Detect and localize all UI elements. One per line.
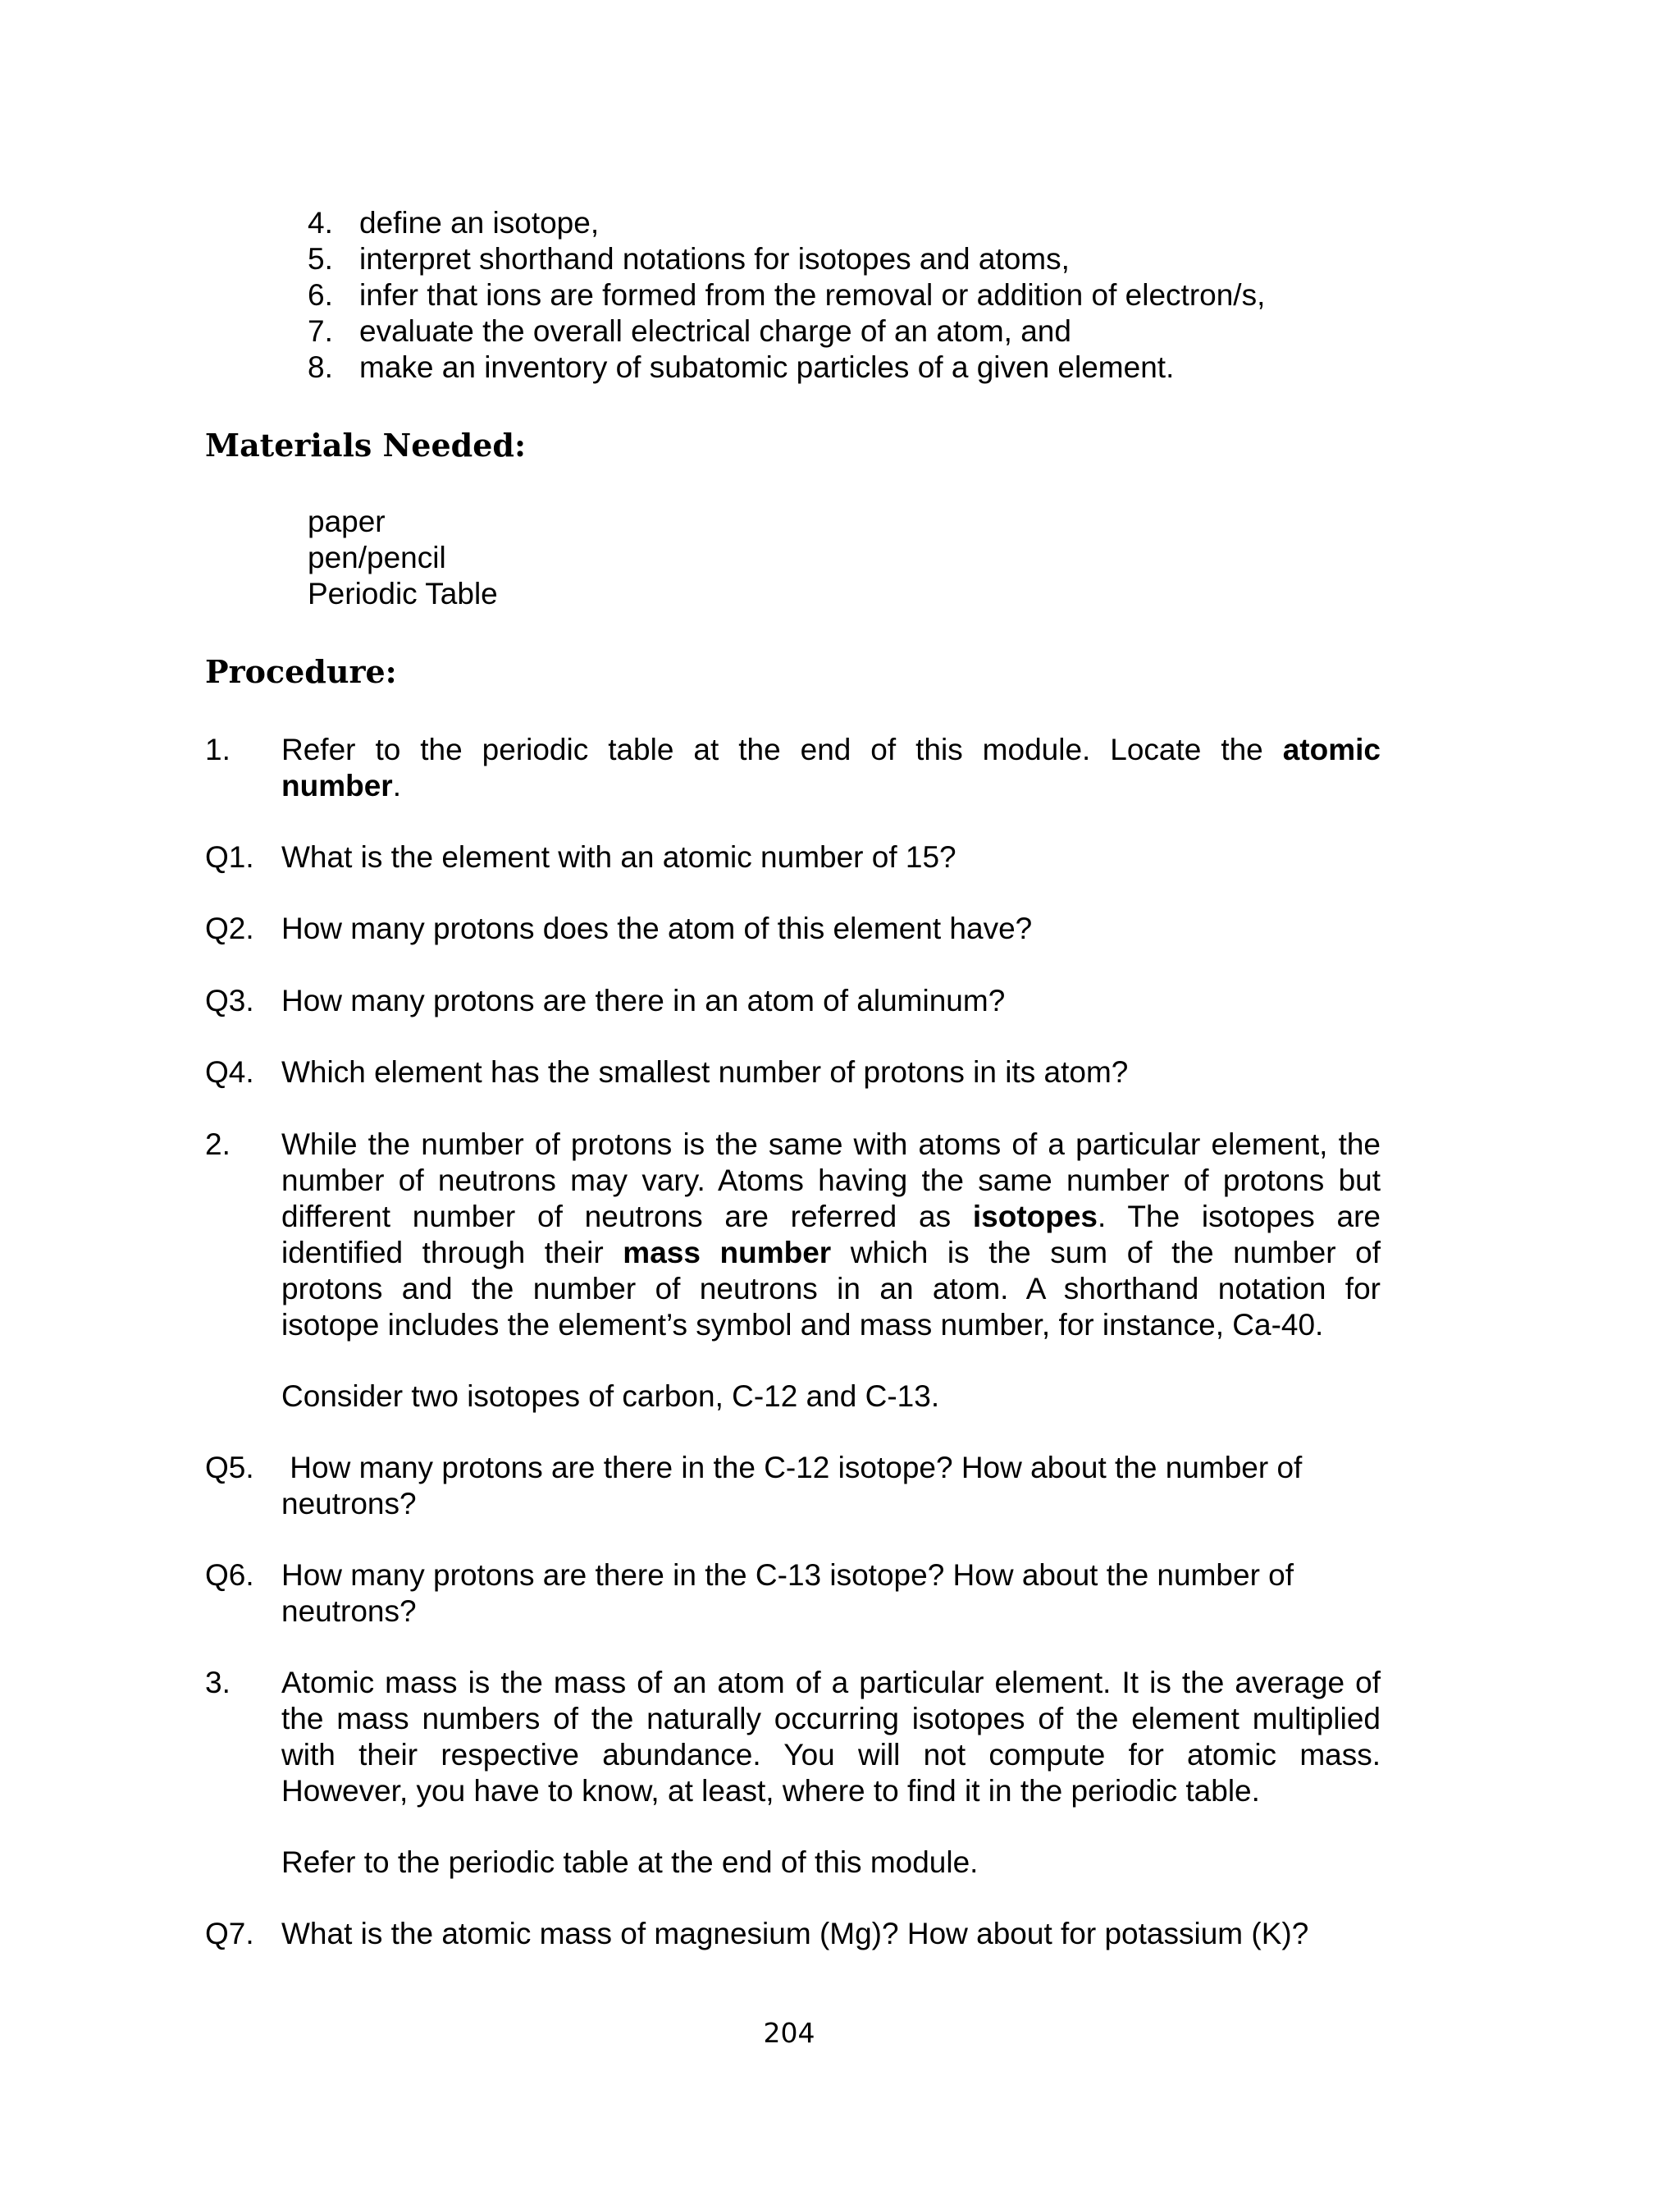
term-isotopes: isotopes <box>972 1200 1098 1233</box>
question-number: Q5. <box>205 1451 254 1484</box>
objective-text: define an isotope, <box>359 206 600 240</box>
step-1-text <box>281 732 1381 804</box>
step-2-line-part: identified through their <box>281 1236 623 1269</box>
step-2-line-part: different number of neutrons are referred as <box>281 1200 973 1233</box>
step-1-text-part: Refer to the periodic table at the end of this module. Locate the <box>281 733 1283 766</box>
step-2-line: number of neutrons may vary. Atoms having the same number of protons but <box>281 1164 1381 1197</box>
page-number: 204 <box>763 2017 815 2049</box>
question-text-continued: neutrons? <box>281 1487 417 1520</box>
term-mass-number: mass number <box>623 1236 832 1269</box>
step-3-line: with their respective abundance. You will not compute for atomic mass. <box>281 1738 1381 1772</box>
step-number: 1. <box>205 733 231 766</box>
objective-text: infer that ions are formed from the removal or addition of electron/s, <box>359 278 1266 312</box>
material-item: pen/pencil <box>308 541 446 574</box>
step-3-line: Atomic mass is the mass of an atom of a particular element. It is the average of <box>281 1666 1381 1699</box>
objective-number: 5. <box>308 242 333 276</box>
objective-text: interpret shorthand notations for isotopes and atoms, <box>359 242 1070 276</box>
step-3-refer: Refer to the periodic table at the end of this module. <box>281 1845 979 1879</box>
step-number: 2. <box>205 1127 231 1161</box>
objective-number: 6. <box>308 278 333 312</box>
question-text: Which element has the smallest number of protons in its atom? <box>281 1055 1129 1089</box>
step-3-text <box>281 1665 1381 1809</box>
question-number: Q1. <box>205 840 254 874</box>
term-number: number <box>281 769 393 802</box>
question-number: Q3. <box>205 984 254 1017</box>
question-text: How many protons are there in the C-12 isotope? How about the number of <box>281 1451 1303 1484</box>
question-number: Q6. <box>205 1558 254 1592</box>
question-text: How many protons are there in an atom of aluminum? <box>281 984 1006 1017</box>
material-item: Periodic Table <box>308 577 498 610</box>
question-number: Q7. <box>205 1917 254 1950</box>
objective-number: 7. <box>308 314 333 348</box>
question-text: What is the atomic mass of magnesium (Mg)? How about for potassium (K)? <box>281 1917 1309 1950</box>
question-text: How many protons are there in the C-13 isotope? How about the number of <box>281 1558 1294 1592</box>
question-text: What is the element with an atomic number of 15? <box>281 840 956 874</box>
material-item: paper <box>308 505 386 538</box>
step-2-text <box>281 1127 1381 1343</box>
step-number: 3. <box>205 1666 231 1699</box>
question-text-continued: neutrons? <box>281 1594 417 1628</box>
term-atomic: atomic <box>1282 733 1381 766</box>
step-2-line: isotope includes the element’s symbol and mass number, for instance, Ca-40. <box>281 1308 1324 1342</box>
step-3-line: the mass numbers of the naturally occurring isotopes of the element multiplied <box>281 1702 1381 1735</box>
materials-heading: Materials Needed: <box>205 427 526 464</box>
objective-text: make an inventory of subatomic particles of a given element. <box>359 350 1175 384</box>
question-text: How many protons does the atom of this element have? <box>281 912 1033 945</box>
question-number: Q4. <box>205 1055 254 1089</box>
procedure-heading: Procedure: <box>205 653 397 690</box>
question-number: Q2. <box>205 912 254 945</box>
objective-number: 8. <box>308 350 333 384</box>
step-2-line: protons and the number of neutrons in an atom. A shorthand notation for <box>281 1272 1381 1305</box>
step-2-line-part: . The isotopes are <box>1098 1200 1381 1233</box>
step-2-line: While the number of protons is the same with atoms of a particular element, the <box>281 1127 1381 1161</box>
step-2-consider: Consider two isotopes of carbon, C-12 and C-13. <box>281 1379 940 1413</box>
objective-number: 4. <box>308 206 333 240</box>
step-3-line: However, you have to know, at least, where to find it in the periodic table. <box>281 1774 1260 1808</box>
step-1-text-part: . <box>392 769 401 802</box>
step-2-line-part: which is the sum of the number of <box>831 1236 1381 1269</box>
objective-text: evaluate the overall electrical charge of an atom, and <box>359 314 1071 348</box>
